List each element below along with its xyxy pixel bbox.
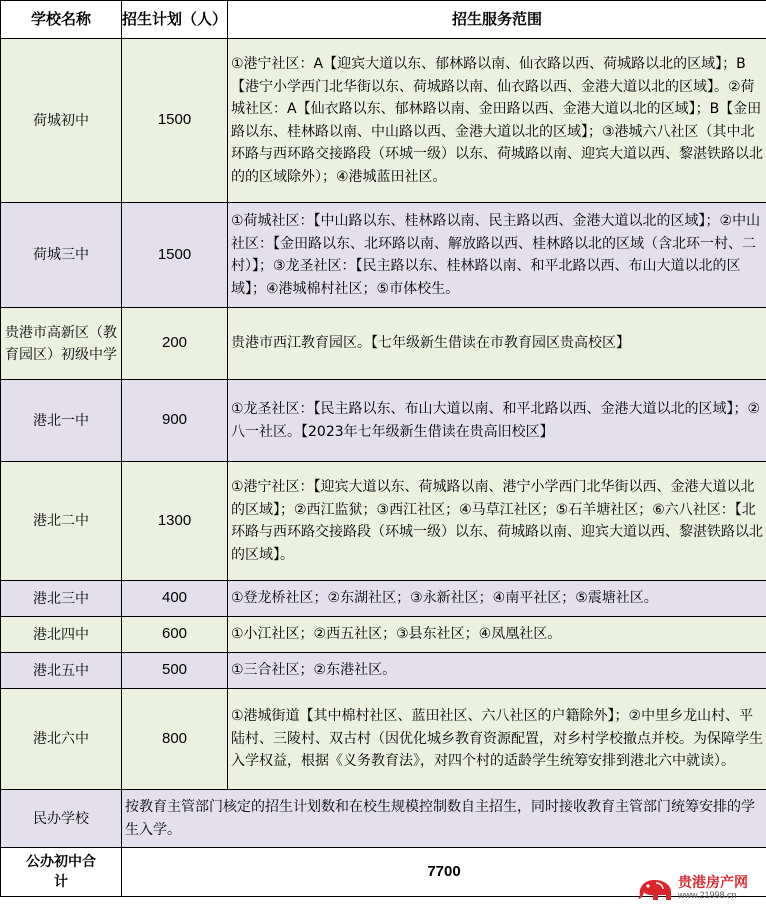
enrollment-plan: 1500 [122,203,228,308]
header-plan: 招生计划（人） [122,1,228,39]
service-scope: ①荷城社区：【中山路以东、桂林路以南、民主路以西、金港大道以北的区域】；②中山社区：【金田路以东、北环路以南、解放路以西、桂林路以北的区域（含北环一村、二村）】；③龙圣社区：【民主路以东、桂林路以南、和平北路以西、布山大道以北的区域】；④港城棉村社区；⑤市体校生。 [228,203,766,308]
enrollment-plan: 400 [122,581,228,617]
enrollment-plan: 1500 [122,39,228,203]
school-name: 贵港市高新区（教育园区）初级中学 [1,308,122,380]
enrollment-plan: 500 [122,653,228,689]
table-row [1,380,766,462]
table-row [1,653,766,689]
school-name: 民办学校 [1,790,122,848]
enrollment-plan: 1300 [122,462,228,581]
table-row [1,581,766,617]
school-name: 港北六中 [1,689,122,790]
table-header-row [1,1,766,39]
school-name: 港北一中 [1,380,122,462]
school-name: 荷城初中 [1,39,122,203]
watermark-url: www.21998.cn [678,890,737,900]
total-label: 公办初中合计 [1,848,122,897]
private-school-row [1,790,766,848]
header-school: 学校名称 [1,1,122,39]
school-name: 荷城三中 [1,203,122,308]
watermark-name: 贵港房产网 [678,875,748,891]
table-row [1,203,766,308]
elephant-logo-icon [636,874,676,902]
school-name: 港北四中 [1,617,122,653]
service-scope: ①龙圣社区：【民主路以东、布山大道以南、和平北路以西、金港大道以北的区域】；②八一社区。【2023年七年级新生借读在贵高旧校区】 [228,380,766,462]
table-row [1,39,766,203]
enrollment-plan: 600 [122,617,228,653]
service-scope: ①三合社区；②东港社区。 [228,653,766,689]
service-scope: 按教育主管部门核定的招生计划数和在校生规模控制数自主招生，同时接收教育主管部门统筹安排的学生入学。 [122,790,766,848]
service-scope: ①港城街道【其中棉村社区、蓝田社区、六八社区的户籍除外】；②中里乡龙山村、平陆村、三陵村、双古村（因优化城乡教育资源配置，对乡村学校撤点并校。为保障学生入学权益，根据《义务教育法》，对四个村的适龄学生统筹安排到港北六中就读）。 [228,689,766,790]
enrollment-plan: 200 [122,308,228,380]
watermark [634,872,764,904]
service-scope: ①港宁社区：【迎宾大道以东、荷城路以南、港宁小学西门北华街以西、金港大道以北的区域】；②西江监狱；③西江社区；④马草江社区；⑤石羊塘社区；⑥六八社区：【北环路与西环路交接路段（环城一级）以东、荷城路以南、迎宾大道以西、黎湛铁路以北的区域】。 [228,462,766,581]
enrollment-plan: 900 [122,380,228,462]
table-row [1,689,766,790]
school-name: 港北三中 [1,581,122,617]
service-scope: ①小江社区；②西五社区；③县东社区；④凤凰社区。 [228,617,766,653]
school-name: 港北五中 [1,653,122,689]
table-row [1,462,766,581]
service-scope: 贵港市西江教育园区。【七年级新生借读在市教育园区贵高校区】 [228,308,766,380]
total-value: 7700 [122,848,766,897]
header-scope: 招生服务范围 [228,1,766,39]
table-row [1,617,766,653]
enrollment-plan: 800 [122,689,228,790]
school-name: 港北二中 [1,462,122,581]
service-scope: ①港宁社区：A【迎宾大道以东、郁林路以南、仙衣路以西、荷城路以北的区域】；B【港宁小学西门北华街以东、荷城路以南、仙衣路以西、金港大道以北的区域】。②荷城社区：A【仙衣路以东、郁林路以南、金田路以西、金港大道以北的区域】；B【金田路以东、桂林路以南、中山路以西、金港大道以北的区域】；③港城六八社区（其中北环路与西环路交接路段（环城一级）以东、荷城路以南、迎宾大道以西、黎湛铁路以北的的区域除外）；④港城蓝田社区。 [228,39,766,203]
table-row [1,308,766,380]
service-scope: ①登龙桥社区；②东湖社区；③永新社区；④南平社区；⑤震塘社区。 [228,581,766,617]
